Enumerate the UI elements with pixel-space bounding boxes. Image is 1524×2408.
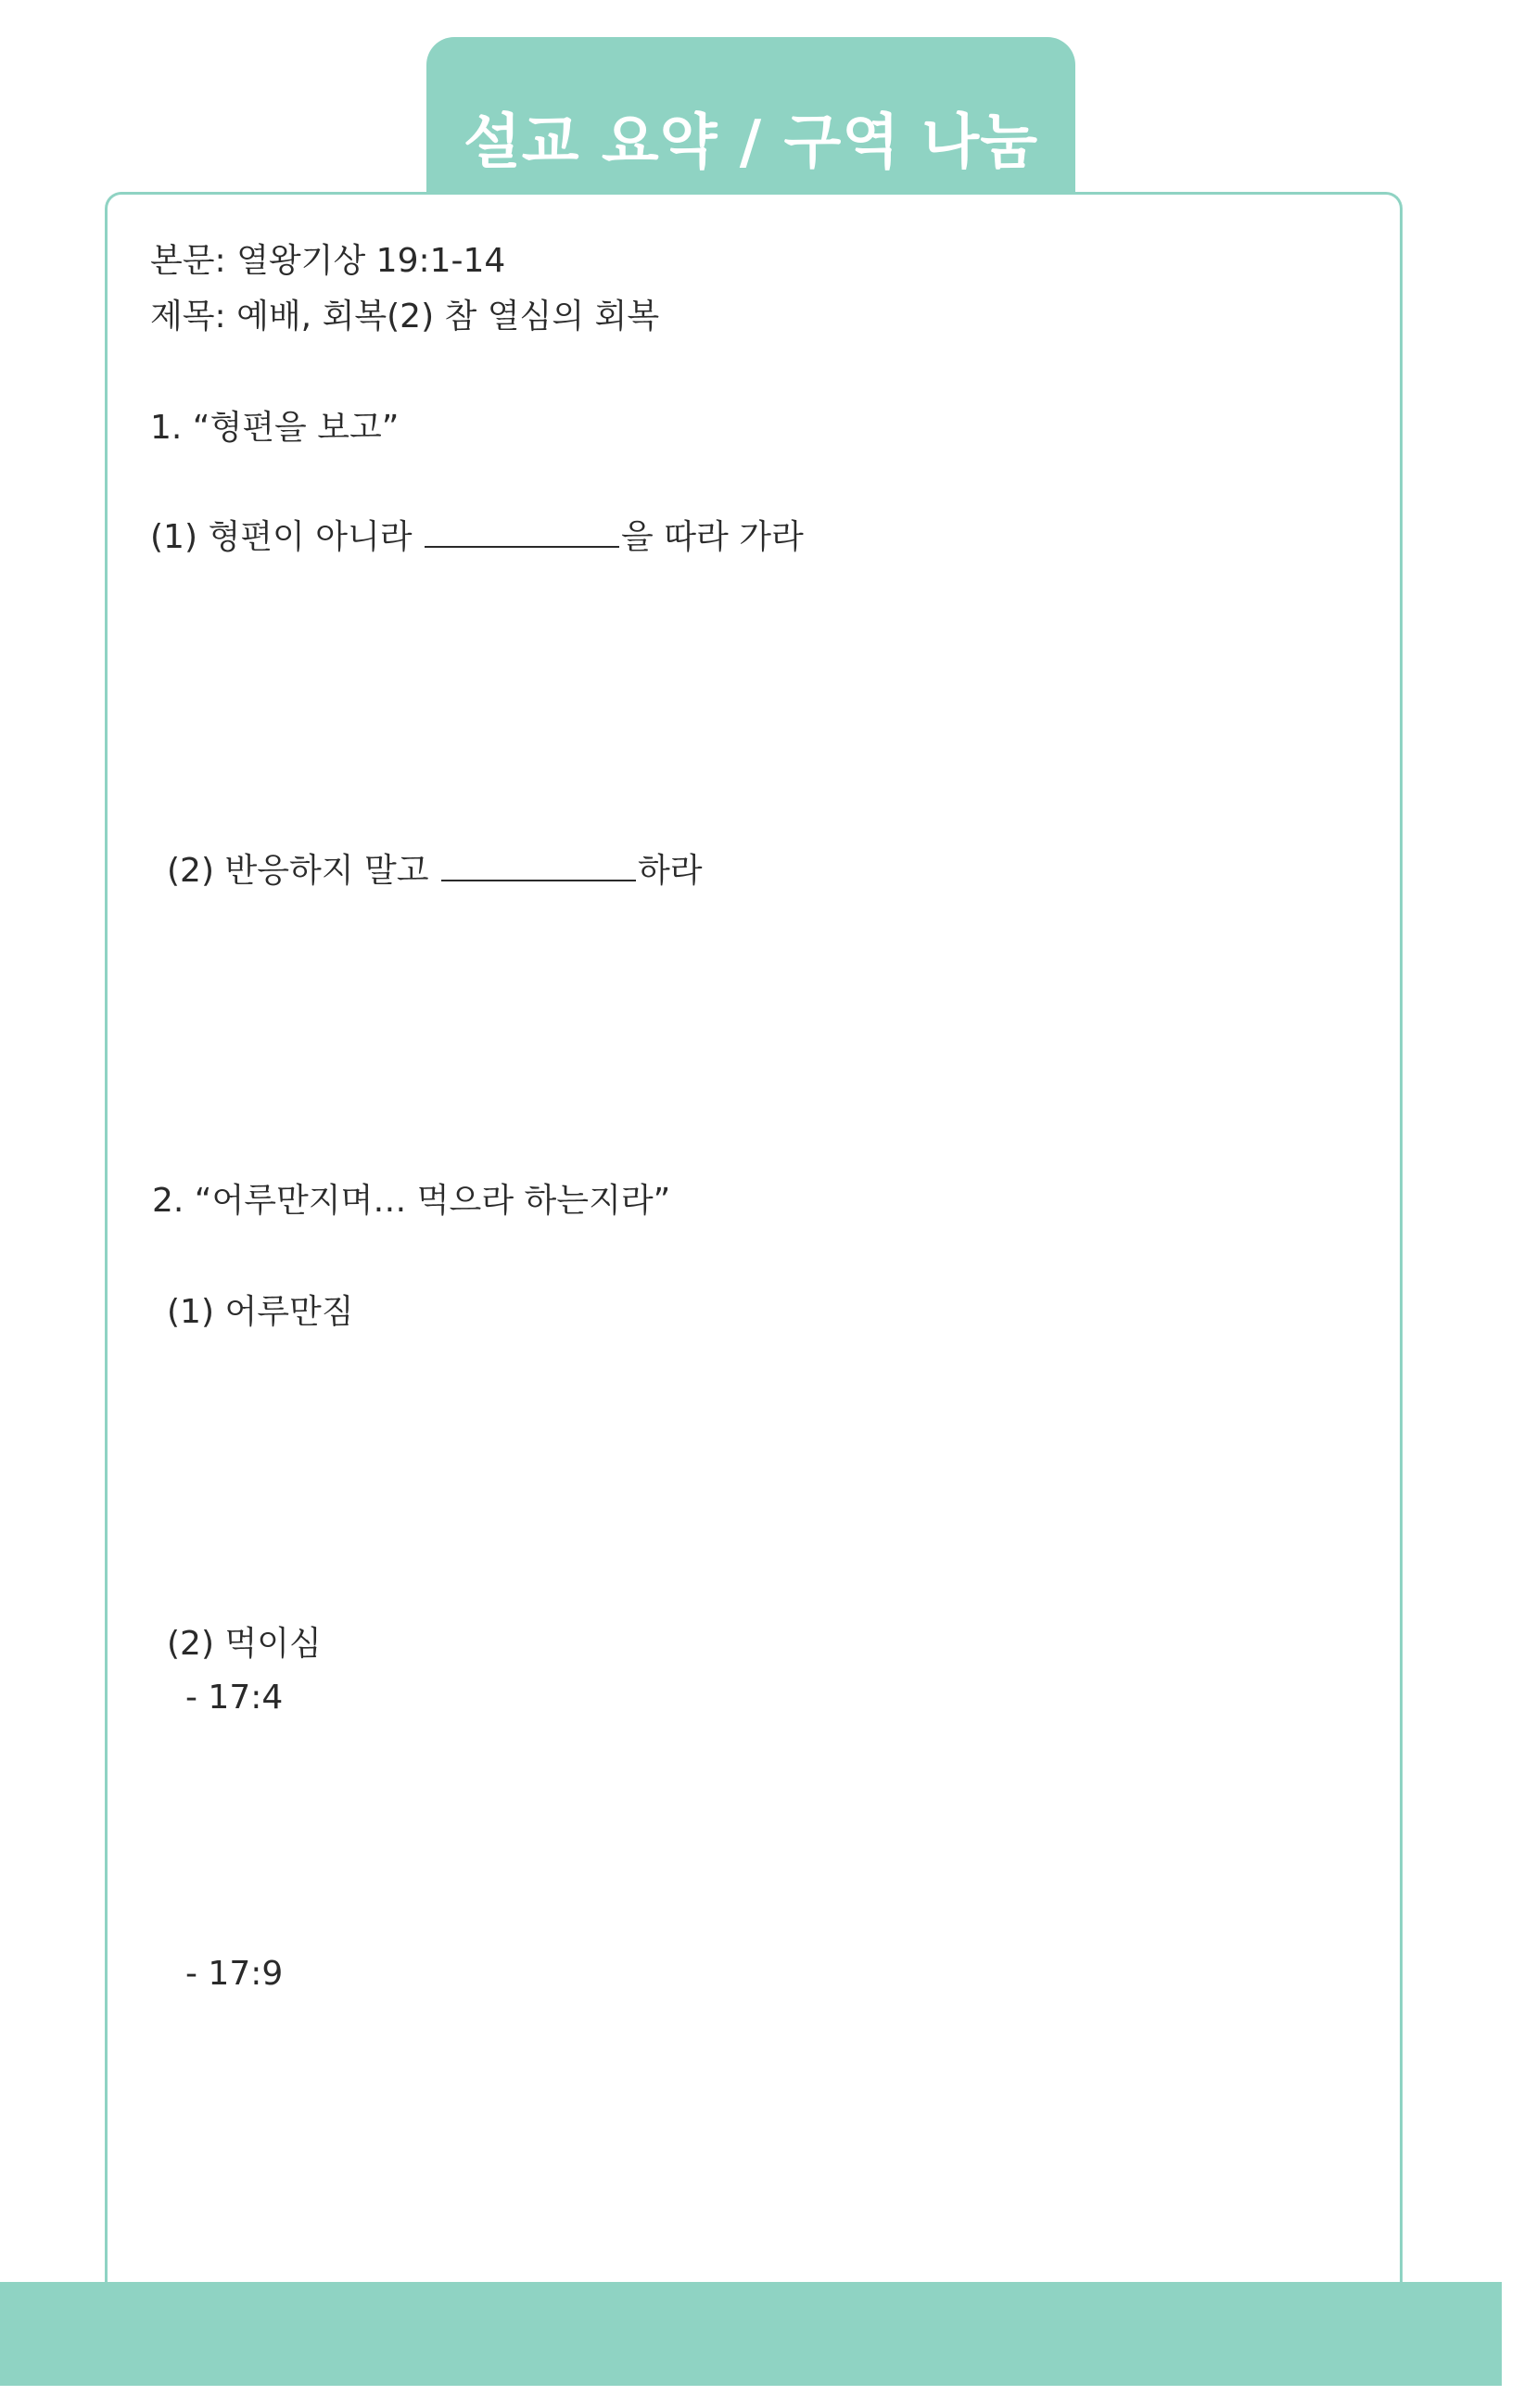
sermon-title: 제목: 예배, 회복(2) 참 열심의 회복 xyxy=(150,298,660,336)
page-title: 설교 요약 / 구역 나눔 xyxy=(463,108,1039,177)
point1-sub1-text-after: 을 따라 가라 xyxy=(620,518,804,556)
point1-sub1-text-before: (1) 형편이 아니라 xyxy=(150,518,423,556)
point1-heading: 1. “형편을 보고” xyxy=(150,409,400,447)
point2-heading: 2. “어루만지며… 먹으라 하는지라” xyxy=(152,1182,671,1220)
content-frame xyxy=(105,192,1403,2324)
point2-sub1: (1) 어루만짐 xyxy=(167,1293,354,1331)
point1-sub2-text-after: 하라 xyxy=(637,852,703,890)
fill-in-blank xyxy=(441,852,636,881)
verse-ref-1: - 17:4 xyxy=(185,1679,284,1717)
footer-band xyxy=(0,2282,1502,2386)
scripture-reference: 본문: 열왕기상 19:1-14 xyxy=(150,242,506,280)
point1-sub2-text-before: (2) 반응하지 말고 xyxy=(167,852,439,890)
point1-sub1 xyxy=(150,517,804,558)
point2-sub2: (2) 먹이심 xyxy=(167,1625,322,1663)
verse-ref-2: - 17:9 xyxy=(185,1955,284,1993)
point1-sub2 xyxy=(167,851,703,892)
fill-in-blank xyxy=(425,518,619,548)
